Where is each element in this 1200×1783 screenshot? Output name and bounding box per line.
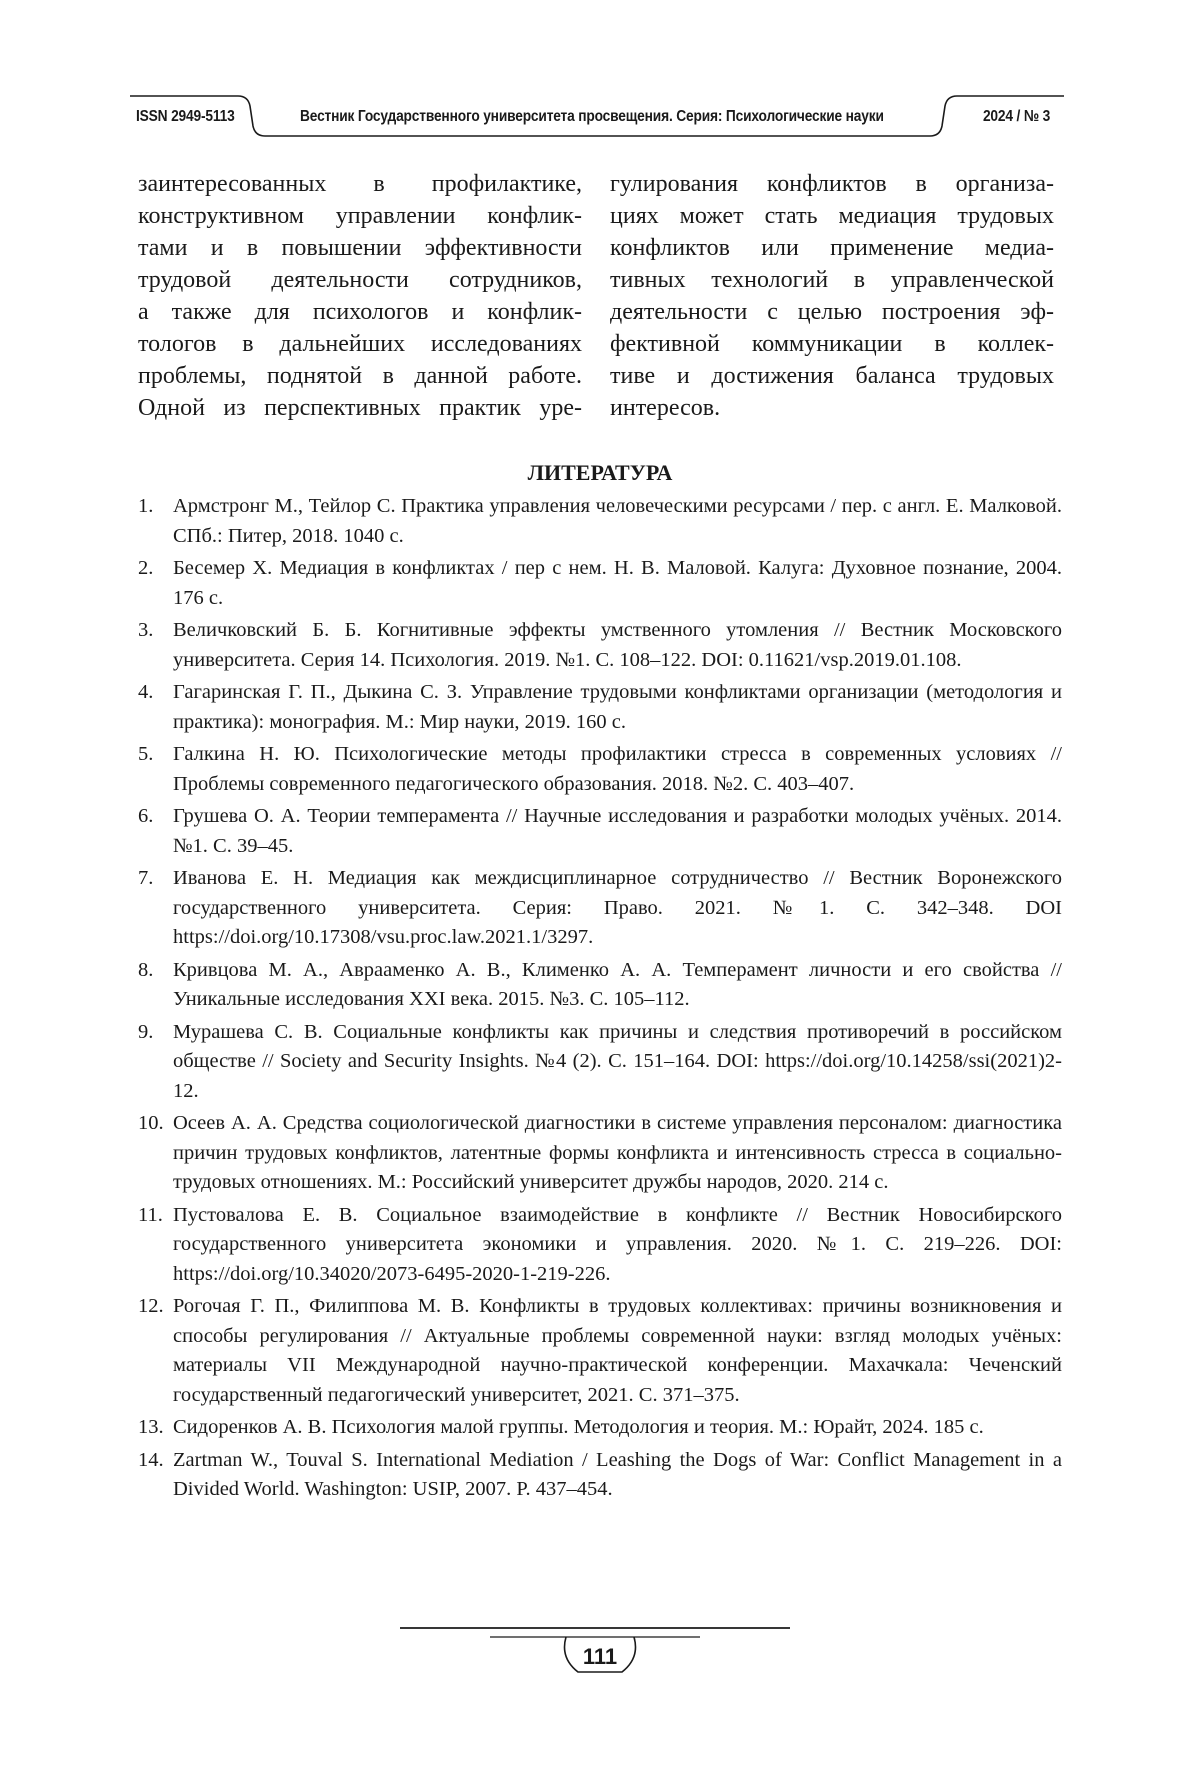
reference-number: 6.: [138, 805, 154, 827]
reference-text: Грушева О. А. Теории темперамента // Научные исследования и разработки молодых учёных. 2014. №1. С. 39–45.: [173, 805, 1062, 857]
reference-number: 4.: [138, 681, 154, 703]
body-line: тами и в повышении эффективности: [138, 235, 582, 261]
references-list: [138, 492, 1062, 1508]
body-line: интересов.: [610, 395, 721, 421]
body-line: гулирования конфликтов в организа-: [610, 171, 1054, 197]
reference-text: Армстронг М., Тейлор С. Практика управления человеческими ресурсами / пер. с англ. Е. Малковой. СПб.: Питер, 2018. 1040 с.: [173, 495, 1062, 547]
reference-number: 1.: [138, 495, 154, 517]
reference-item: [138, 1292, 1062, 1410]
reference-text: Zartman W., Touval S. International Mediation / Leashing the Dogs of War: Conflict Management in a Divided World. Washington: USIP, 2007. P. 437–454.: [173, 1448, 1062, 1500]
reference-text: Пустовалова Е. В. Социальное взаимодействие в конфликте // Вестник Новосибирского государственного университета экономики и управления. 2020. №1. С. 219–226. DOI: https://doi.org/10.34020/2073-6495-2020-1-219-226.: [173, 1203, 1062, 1285]
reference-number: 9.: [138, 1020, 154, 1043]
body-line: циях может стать медиация трудовых: [610, 203, 1054, 229]
reference-item: [138, 1201, 1062, 1290]
body-line: а также для психологов и конфлик-: [138, 299, 582, 325]
body-line: заинтересованных в профилактике,: [138, 171, 582, 197]
body-line: тологов в дальнейших исследованиях: [138, 331, 582, 357]
reference-number: 5.: [138, 743, 154, 765]
reference-item: [138, 1018, 1062, 1107]
reference-number: 10.: [138, 1112, 164, 1134]
references-heading: ЛИТЕРАТУРА: [527, 460, 673, 485]
reference-number: 11.: [138, 1203, 163, 1226]
reference-number: 14.: [138, 1448, 164, 1471]
reference-item: [138, 740, 1062, 799]
header-frame: [0, 0, 1200, 150]
body-line: тиве и достижения баланса трудовых: [610, 363, 1054, 389]
issue-label: 2024 / № 3: [982, 108, 1050, 125]
body-line: тивных технологий в управленческой: [610, 267, 1054, 293]
issn-label: ISSN 2949-5113: [136, 108, 235, 125]
body-line: трудовой деятельности сотрудников,: [138, 267, 582, 293]
reference-text: Величковский Б. Б. Когнитивные эффекты умственного утомления // Вестник Московского университета. Серия 14. Психология. 2019. №1. С. 108–122. DOI: 0.11621/vsp.2019.01.108.: [173, 619, 1062, 671]
reference-number: 3.: [138, 619, 154, 641]
reference-item: [138, 1109, 1062, 1198]
reference-item: [138, 492, 1062, 551]
body-line: проблемы, поднятой в данной работе.: [138, 363, 582, 389]
body-column-left: [138, 168, 582, 424]
body-line: фективной коммуникации в коллек-: [610, 331, 1054, 357]
reference-text: Рогочая Г. П., Филиппова М. В. Конфликты в трудовых коллективах: причины возникновения и способы регулирования // Актуальные проблемы современной науки: взгляд молодых учёных: материалы VII Международной научно-практической конференции. Махачкала: Чеченский государственный педагогический университет, 2021. С. 371–375.: [173, 1295, 1062, 1406]
reference-text: Мурашева С. В. Социальные конфликты как причины и следствия противоречий в российском обществе // Society and Security Insights. №4 (2). С. 151–164. DOI: https://doi.org/10.14258/ssi(2021)2-12.: [173, 1020, 1062, 1102]
reference-text: Сидоренков А. В. Психология малой группы. Методология и теория. М.: Юрайт, 2024. 185 с.: [173, 1416, 984, 1438]
reference-text: Осеев А. А. Средства социологической диагностики в системе управления персоналом: диагностика причин трудовых конфликтов, латентные формы конфликта и интенсивность стресса в социально-трудовых отношениях. М.: Российский университет дружбы народов, 2020. 214 с.: [173, 1112, 1062, 1193]
reference-item: [138, 802, 1062, 861]
reference-text: Кривцова М. А., Аврааменко А. В., Клименко А. А. Темперамент личности и его свойства // Уникальные исследования XXI века. 2015. №3. С. 105–112.: [173, 958, 1062, 1010]
body-column-right: [610, 168, 1054, 424]
reference-item: [138, 1413, 1062, 1443]
reference-number: 13.: [138, 1416, 164, 1438]
reference-item: [138, 616, 1062, 675]
reference-number: 12.: [138, 1295, 164, 1317]
reference-text: Гагаринская Г. П., Дыкина С. З. Управление трудовыми конфликтами организации (методология и практика): монография. М.: Мир науки, 2019. 160 с.: [173, 681, 1062, 733]
body-line: конструктивном управлении конфлик-: [138, 203, 582, 229]
body-line: Одной из перспективных практик уре-: [138, 395, 582, 421]
running-header: [0, 0, 1200, 150]
body-line: конфликтов или применение медиа-: [610, 235, 1054, 261]
reference-text: Галкина Н. Ю. Психологические методы профилактики стресса в современных условиях // Проблемы современного педагогического образования. 2018. №2. С. 403–407.: [173, 743, 1062, 795]
body-line: деятельности с целью построения эф-: [610, 299, 1054, 325]
page-number: 111: [582, 1644, 618, 1669]
reference-item: [138, 956, 1062, 1015]
body-text: [138, 168, 1062, 438]
reference-item: [138, 1446, 1062, 1505]
reference-text: Иванова Е. Н. Медиация как междисциплинарное сотрудничество // Вестник Воронежского государственного университета. Серия: Право. 2021. №1. С. 342–348. DOI https://doi.org/10.17308/vsu.proc.law.2021.1/3297.: [173, 867, 1062, 948]
reference-item: [138, 678, 1062, 737]
reference-number: 2.: [138, 557, 154, 579]
journal-title: Вестник Государственного университета просвещения. Серия: Психологические науки: [300, 108, 884, 125]
reference-number: 7.: [138, 867, 154, 889]
reference-text: Бесемер Х. Медиация в конфликтах / пер с нем. Н. В. Маловой. Калуга: Духовное познание, 2004. 176 с.: [173, 557, 1062, 609]
reference-item: [138, 864, 1062, 953]
page-footer: [0, 1600, 1200, 1720]
reference-item: [138, 554, 1062, 613]
reference-number: 8.: [138, 958, 154, 981]
